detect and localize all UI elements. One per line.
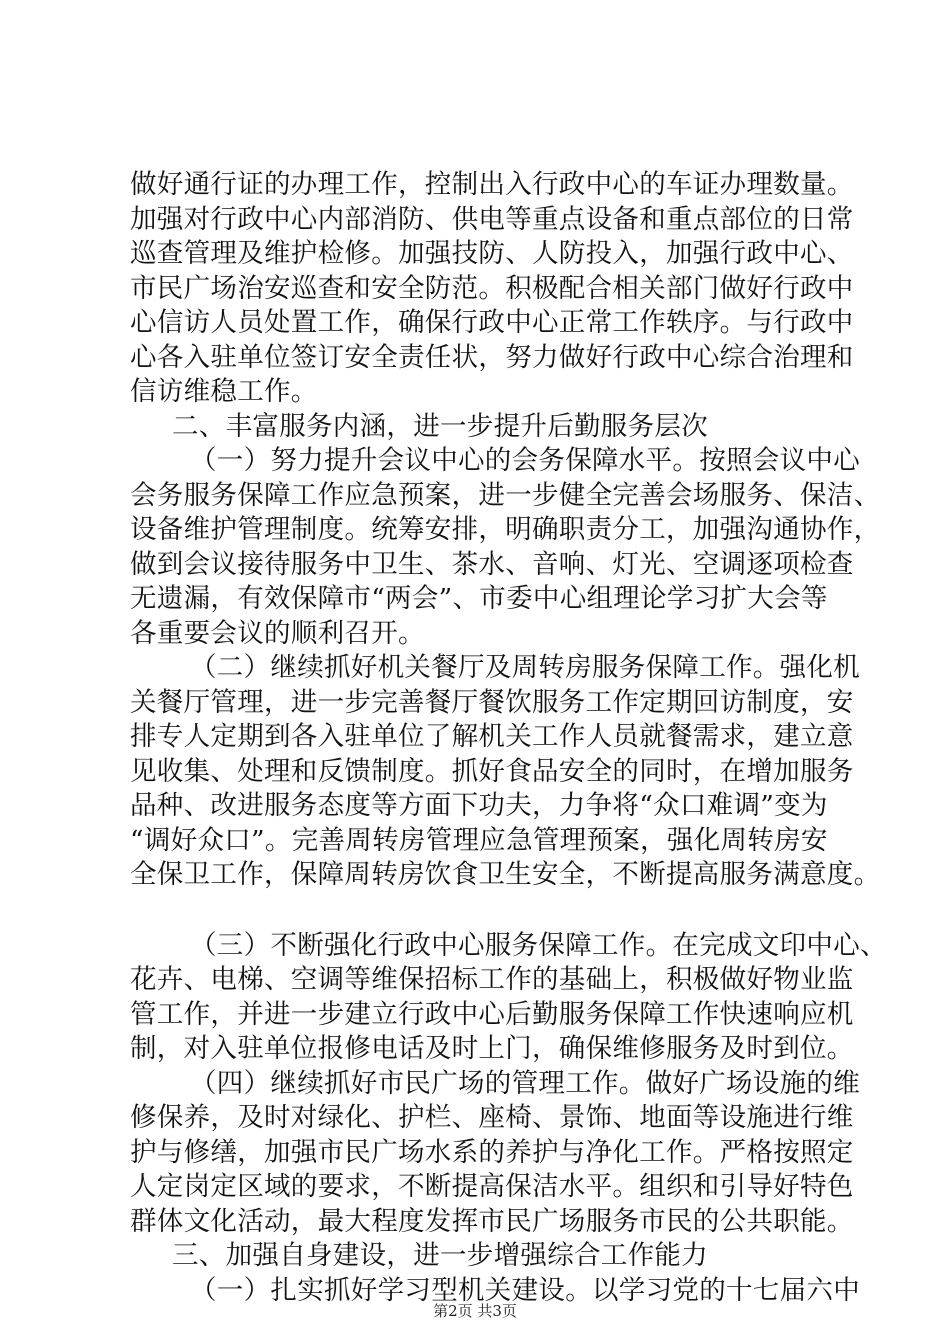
text-line: 见收集、处理和反馈制度。抓好食品安全的同时，在增加服务	[130, 755, 854, 787]
text-line: 制，对入驻单位报修电话及时上门，确保维修服务及时到位。	[130, 1033, 854, 1064]
text-line: 群体文化活动，最大程度发挥市民广场服务市民的公共职能。	[130, 1205, 854, 1237]
document-body	[130, 168, 887, 1308]
section-heading: 三、加强自身建设，进一步增强综合工作能力	[172, 1240, 708, 1271]
paragraph-first-line: （四）继续抓好市民广场的管理工作。做好广场设施的维	[190, 1067, 860, 1099]
paragraph-first-line: （二）继续抓好机关餐厅及周转房服务保障工作。强化机	[190, 652, 860, 683]
text-line: 关餐厅管理，进一步完善餐厅餐饮服务工作定期回访制度，安	[130, 686, 854, 718]
text-line: 心各入驻单位签订安全责任状，努力做好行政中心综合治理和	[130, 341, 854, 373]
paragraph-gap	[130, 893, 835, 929]
paragraph-first-line: （三）不断强化行政中心服务保障工作。在完成文印中心、	[190, 929, 887, 961]
text-line: 加强对行政中心内部消防、供电等重点设备和重点部位的日常	[130, 203, 854, 235]
text-line: 各重要会议的顺利召开。	[130, 617, 425, 649]
section-heading: 二、丰富服务内涵，进一步提升后勤服务层次	[172, 410, 708, 442]
text-line: 管工作，并进一步建立行政中心后勤服务保障工作快速响应机	[130, 998, 854, 1030]
page-footer: 第2页 共3页	[433, 1302, 517, 1320]
text-line: 做好通行证的办理工作，控制出入行政中心的车证办理数量。	[130, 169, 854, 200]
text-line: 信访维稳工作。	[130, 376, 318, 407]
text-line: 会务服务保障工作应急预案，进一步健全完善会场服务、保洁、	[130, 479, 881, 511]
text-line: 护与修缮，加强市民广场水系的养护与净化工作。严格按照定	[130, 1136, 854, 1168]
paragraph-first-line: （一）努力提升会议中心的会务保障水平。按照会议中心	[190, 445, 860, 476]
text-line: 设备维护管理制度。统筹安排，明确职责分工，加强沟通协作，	[130, 514, 881, 545]
paragraph-first-line: （一）扎实抓好学习型机关建设。以学习党的十七届六中	[190, 1274, 860, 1306]
text-line: 全保卫工作，保障周转房饮食卫生安全，不断提高服务满意度。	[130, 859, 881, 890]
text-line: 心信访人员处置工作，确保行政中心正常工作轶序。与行政中	[130, 307, 854, 338]
text-line: 做到会议接待服务中卫生、茶水、音响、灯光、空调逐项检查	[130, 548, 854, 580]
text-line: 巡查管理及维护检修。加强技防、人防投入，加强行政中心、	[130, 238, 854, 269]
text-line: 无遗漏，有效保障市“两会”、市委中心组理论学习扩大会等	[130, 583, 828, 614]
text-line: 人定岗定区域的要求，不断提高保洁水平。组织和引导好特色	[130, 1171, 854, 1202]
text-line: 修保养，及时对绿化、护栏、座椅、景饰、地面等设施进行维	[130, 1102, 854, 1133]
text-line: “调好众口”。完善周转房管理应急管理预案，强化周转房安	[130, 824, 828, 856]
text-line: 排专人定期到各入驻单位了解机关工作人员就餐需求，建立意	[130, 721, 854, 752]
text-line: 花卉、电梯、空调等维保招标工作的基础上，积极做好物业监	[130, 964, 854, 995]
text-line: 市民广场治安巡查和安全防范。积极配合相关部门做好行政中	[130, 272, 854, 304]
text-line: 品种、改进服务态度等方面下功夫，力争将“众口难调”变为	[130, 790, 828, 821]
